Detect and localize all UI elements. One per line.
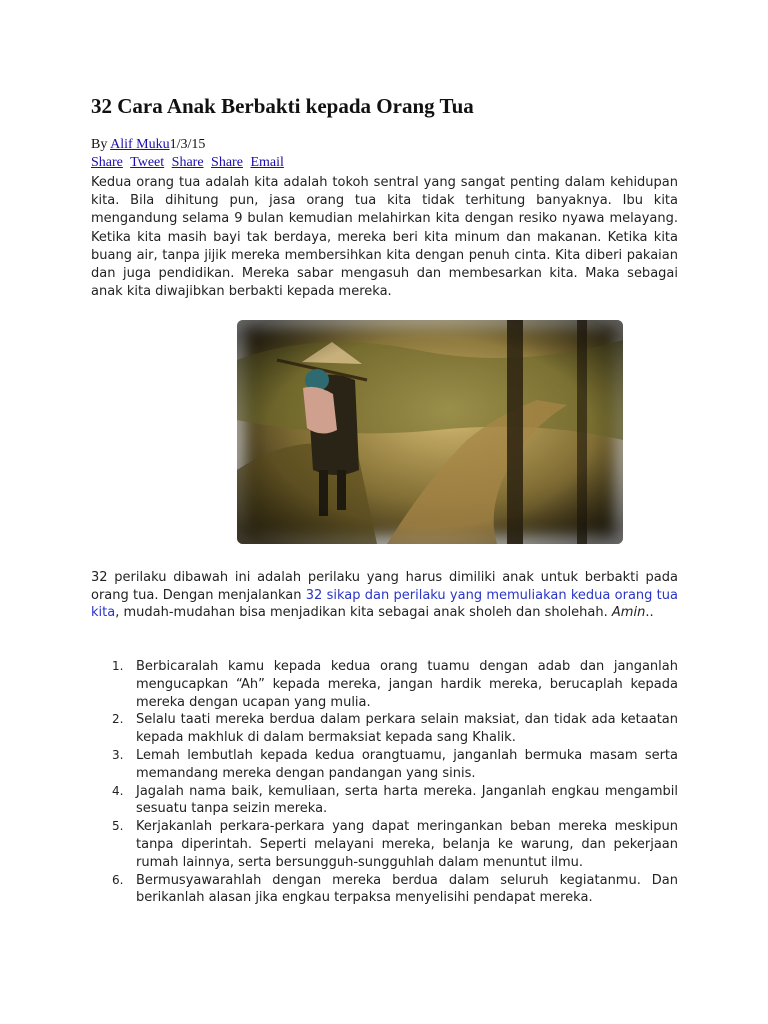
list-item <box>91 872 678 908</box>
tweet-link[interactable]: Tweet <box>130 155 165 170</box>
list-number: 2. <box>112 712 124 727</box>
list-number: 6. <box>112 872 124 887</box>
share-link[interactable]: Share <box>211 155 243 170</box>
behavior-list <box>91 658 678 907</box>
list-item <box>91 783 678 819</box>
list-item <box>91 711 678 747</box>
amin-text: Amin <box>611 605 646 620</box>
list-item-text: Bermusyawarahlah dengan mereka berdua dalam seluruh kegiatanmu. Dan berikanlah alasan jika engkau terpaksa menyelisihi pendapat mereka. <box>136 872 678 906</box>
share-bar <box>91 155 288 171</box>
list-item-text: Lemah lembutlah kepada kedua orangtuamu, janganlah bermuka masam serta memandang mereka dengan pandangan yang sinis. <box>136 747 678 781</box>
list-item <box>91 747 678 783</box>
email-link[interactable]: Email <box>250 155 284 170</box>
intro-paragraph-2 <box>91 569 678 622</box>
photo-illustration <box>237 320 623 544</box>
list-number: 5. <box>112 819 124 834</box>
para2-text-after: , mudah-mudahan bisa menjadikan kita sebagai anak sholeh dan sholehah. <box>115 605 612 620</box>
para2-end: .. <box>645 605 654 620</box>
list-item-text: Kerjakanlah perkara-perkara yang dapat meringankan beban mereka meskipun tanpa diperintah. Seperti melayani mereka, belanja ke warung, dan pekerjaan rumah lainnya, serta bersungguh-sungguhlah dalam menuntut ilmu. <box>136 819 678 870</box>
byline-prefix: By <box>91 137 111 152</box>
list-number: 4. <box>112 783 124 798</box>
list-item <box>91 658 678 711</box>
article-photo <box>237 320 623 544</box>
para2-text: 32 perilaku dibawah ini adalah perilaku yang harus dimiliki anak untuk berbakti pada orang tua. Dengan menjalankan <box>91 570 678 603</box>
list-number: 3. <box>112 747 124 762</box>
share-link[interactable]: Share <box>91 155 123 170</box>
author-link[interactable]: Alif Muku <box>110 137 170 152</box>
list-item-text: Selalu taati mereka berdua dalam perkara selain maksiat, dan tidak ada ketaatan kepada makhluk di dalam bermaksiat kepada sang Khalik. <box>136 712 678 746</box>
list-item-text: Berbicaralah kamu kepada kedua orang tuamu dengan adab dan janganlah mengucapkan “Ah” kepada mereka, jangan hardik mereka, berucaplah kepada mereka dengan ucapan yang mulia. <box>136 659 678 710</box>
related-article-link[interactable]: 32 sikap dan perilaku yang memuliakan kedua orang tua kita <box>91 587 678 620</box>
list-item <box>91 818 678 871</box>
list-item-text: Jagalah nama baik, kemuliaan, serta harta mereka. Janganlah engkau mengambil sesuatu tanpa seizin mereka. <box>136 783 678 817</box>
byline <box>91 137 205 153</box>
publish-date: 1/3/15 <box>169 137 206 152</box>
list-number: 1. <box>112 659 124 673</box>
article-title: 32 Cara Anak Berbakti kepada Orang Tua <box>91 94 474 118</box>
intro-paragraph: Kedua orang tua adalah kita adalah tokoh sentral yang sangat penting dalam kehidupan kita. Bila dihitung pun, jasa orang tua kita tidak terhitung banyaknya. Ibu kita mengandung selama 9 bulan kemudian melahirkan kita dengan resiko nyawa melayang. Ketika kita masih bayi tak berdaya, mereka beri kita minum dan makanan. Ketika kita buang air, tanpa jijik mereka membersihkan kita dengan penuh cinta. Kita diberi pakaian dan juga pendidikan. Mereka sabar mengasuh dan membesarkan kita. Maka sebagai anak kita diwajibkan berbakti kepada mereka. <box>91 175 678 300</box>
share-link[interactable]: Share <box>171 155 204 170</box>
